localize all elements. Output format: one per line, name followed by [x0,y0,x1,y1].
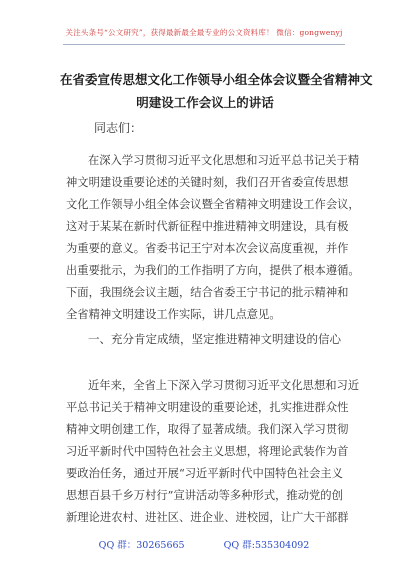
paragraph-2-line: 思想百县千乡万村行”宣讲活动等多种形式，推动党的创 [66,489,343,502]
paragraph-2-line: 平总书记关于精神文明建设的重要论述，扎实推进群众性 [66,401,349,414]
section-heading-1: 一、充分肯定成绩，坚定推进精神文明建设的信心 [88,332,341,346]
title-line-2: 明建设工作会议上的讲话 [136,95,274,110]
paragraph-1-line: 这对于某某在新时代新征程中推进精神文明建设，具有极 [66,220,349,233]
paragraph-2-line: 新理论进农村、进社区、进企业、进校园，让广大干部群 [66,511,349,524]
footer-qq-group-2: QQ 群:535304092 [223,540,310,551]
header-divider [63,44,345,45]
paragraph-1-line: 出重要批示，为我们的工作指明了方向，提供了根本遵循。 [66,264,360,277]
greeting: 同志们： [94,121,143,135]
footer-contact [0,537,408,551]
paragraph-1-line: 在深入学习贯彻习近平文化思想和习近平总书记关于精 [88,154,360,167]
paragraph-2-line: 要政治任务，通过开展“习近平新时代中国特色社会主义 [66,467,343,480]
paragraph-1-line: 下面，我围绕会议主题，结合省委王宁书记的批示精神和 [66,286,349,299]
paragraph-1-line: 文化工作领导小组全体会议暨全省精神文明建设工作会议， [66,198,360,211]
paragraph-2 [66,375,360,529]
paragraph-2-line: 精神文明创建工作，取得了显著成绩。我们深入学习贯彻 [66,423,349,436]
title-line-1: 在省委宣传思想文化工作领导小组全体会议暨全省精神文 [60,72,373,87]
paragraph-1-line: 全省精神文明建设工作实际，讲几点意见。 [66,308,281,321]
paragraph-1-line: 神文明建设重要论述的关键时刻，我们召开省委宣传思想 [66,176,349,189]
paragraph-1 [66,150,360,326]
header-promo-note: 关注头条号“公文研究”，获得最新最全最专业的公文资料库！ 微信：gongwenyj [65,28,343,37]
document-title [60,68,373,114]
paragraph-2-line: 近年来，全省上下深入学习贯彻习近平文化思想和习近 [88,379,360,392]
footer-qq-group-1: QQ 群：30265665 [98,540,185,551]
paragraph-1-line: 为重要的意义。省委书记王宁对本次会议高度重视，并作 [66,242,349,255]
paragraph-2-line: 习近平新时代中国特色社会主义思想，将理论武装作为首 [66,445,349,458]
